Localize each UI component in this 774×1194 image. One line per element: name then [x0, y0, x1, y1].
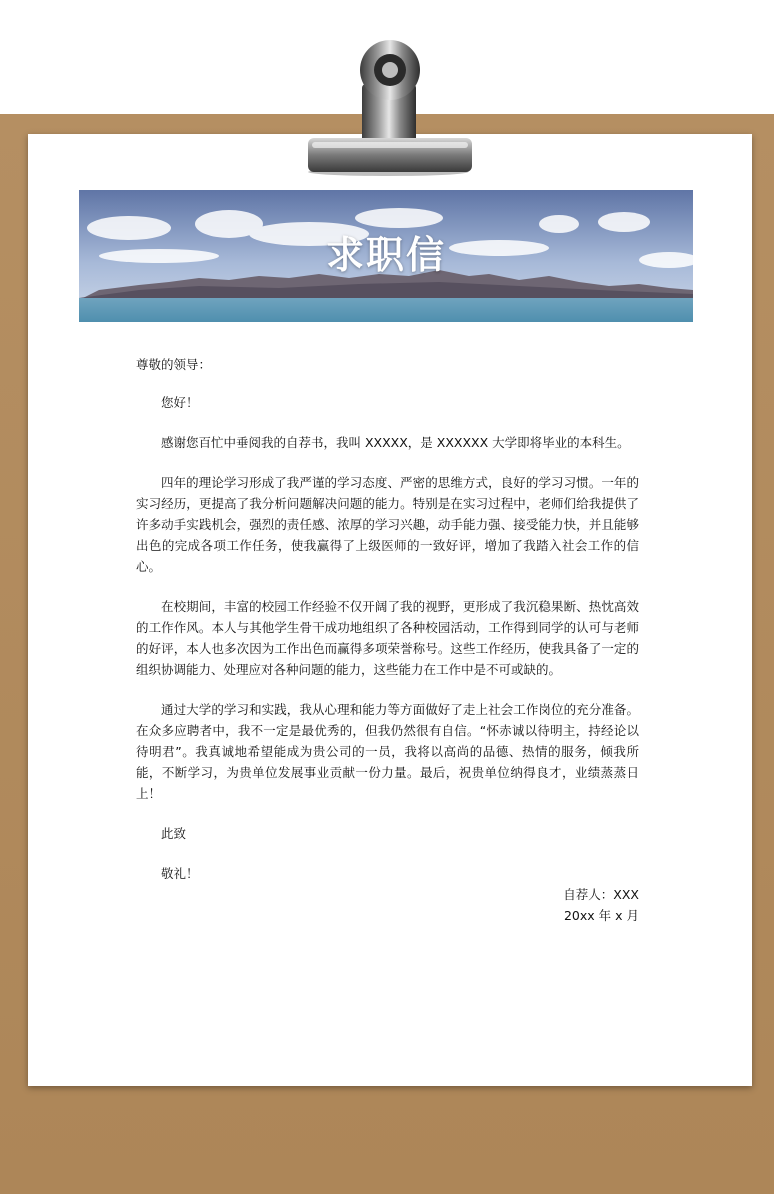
closing-line-2: 敬礼！	[161, 866, 199, 881]
signature: 自荐人：XXX	[563, 887, 639, 902]
page-title: 求职信	[325, 233, 446, 277]
salutation: 尊敬的领导：	[136, 357, 212, 372]
binder-clip-icon	[296, 26, 480, 176]
date: 20xx 年 x 月	[563, 908, 639, 923]
greeting: 您好！	[161, 395, 199, 410]
header-banner	[79, 190, 693, 322]
paragraph-campus: 在校期间，丰富的校园工作经验不仅开阔了我的视野，更形成了我沉稳果断、热忱高效的工作作风。本人与其他学生骨干成功地组织了各种校园活动，工作得到同学的认可与老师的好评，本人也多次因为工作出色而赢得多项荣誉称号。这些工作经历，使我具备了一定的组织协调能力、处理应对各种问题的能力，这些能力在工作中是不可或缺的。	[136, 599, 639, 677]
paragraph-closing: 通过大学的学习和实践，我从心理和能力等方面做好了走上社会工作岗位的充分准备。在众多应聘者中，我不一定是最优秀的，但我仍然很有自信。“怀赤诚以待明主，持经论以待明君”。我真诚地希望能成为贵公司的一员，我将以高尚的品德、热情的服务，倾我所能，不断学习，为贵单位发展事业贡献一份力量。最后，祝贵单位纳得良才，业绩蒸蒸日上！	[136, 702, 639, 801]
paragraph-study: 四年的理论学习形成了我严谨的学习态度、严密的思维方式，良好的学习习惯。一年的实习经历，更提高了我分析问题解决问题的能力。特别是在实习过程中，老师们给我提供了许多动手实践机会，强烈的责任感、浓厚的学习兴趣，动手能力强、接受能力快，并且能够出色的完成各项工作任务，使我赢得了上级医师的一致好评，增加了我踏入社会工作的信心。	[136, 475, 639, 574]
paragraph-intro: 感谢您百忙中垂阅我的自荐书，我叫 XXXXX，是 XXXXXX 大学即将毕业的本科生。	[161, 435, 630, 450]
closing-line-1: 此致	[161, 826, 187, 841]
letter-body	[136, 354, 639, 926]
